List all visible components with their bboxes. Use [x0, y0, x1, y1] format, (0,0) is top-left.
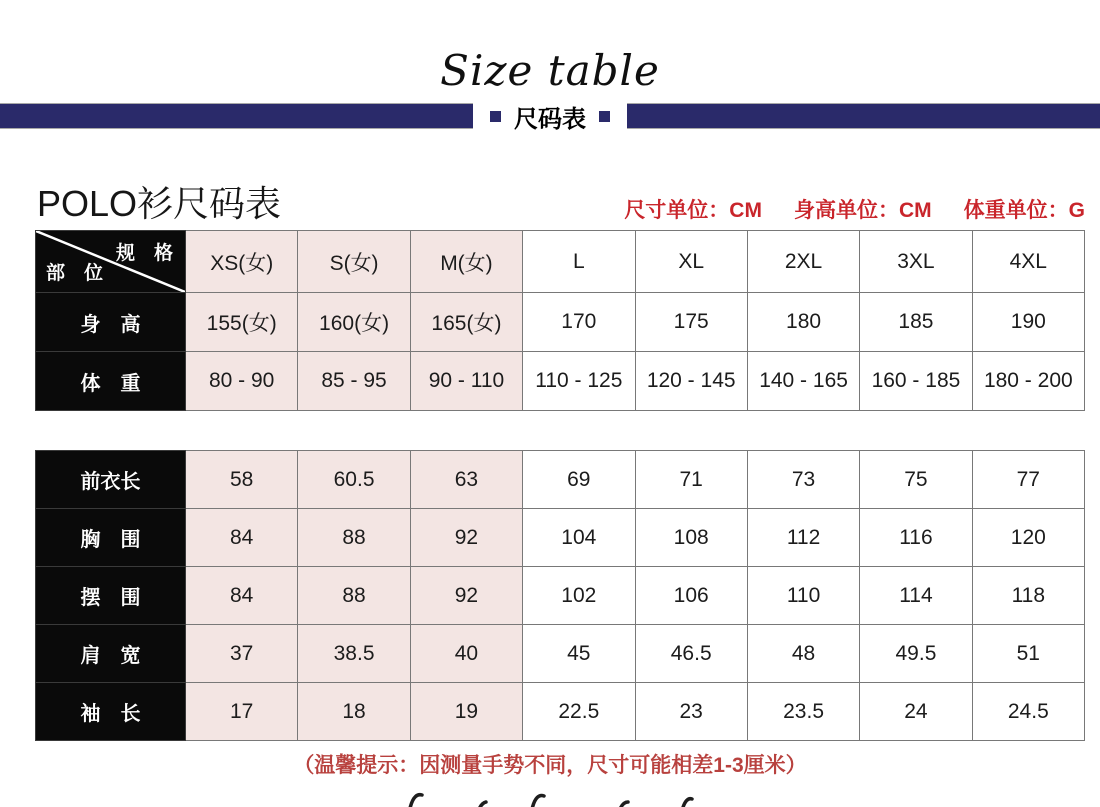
divider-center	[473, 99, 627, 134]
size-cell: 71	[635, 451, 747, 509]
table-row	[36, 451, 1085, 509]
bullet-square-icon	[490, 111, 501, 122]
size-cell: 180	[747, 293, 859, 352]
size-cell: 23.5	[747, 683, 859, 741]
size-cell: 19	[410, 683, 522, 741]
column-header: L	[523, 231, 635, 293]
size-cell: 49.5	[860, 625, 972, 683]
unit-size: 尺寸单位：CM	[624, 199, 762, 222]
size-cell: 23	[635, 683, 747, 741]
row-label: 袖 长	[36, 683, 186, 741]
size-table-detail	[35, 450, 1085, 741]
size-cell: 116	[860, 509, 972, 567]
table-row	[36, 352, 1085, 411]
table-row	[36, 683, 1085, 741]
size-table-main	[35, 230, 1085, 411]
table-row	[36, 231, 1085, 293]
size-cell: 38.5	[298, 625, 410, 683]
size-cell: 92	[410, 509, 522, 567]
column-header: XL	[635, 231, 747, 293]
size-cell: 170	[523, 293, 635, 352]
size-cell: 85 - 95	[298, 352, 410, 411]
size-cell: 73	[747, 451, 859, 509]
size-cell: 102	[523, 567, 635, 625]
size-cell: 77	[972, 451, 1084, 509]
table-row	[36, 567, 1085, 625]
size-cell: 106	[635, 567, 747, 625]
size-cell: 114	[860, 567, 972, 625]
unit-weight: 体重单位：G	[963, 199, 1085, 222]
column-header: XS(女)	[186, 231, 298, 293]
row-label: 身 高	[36, 293, 186, 352]
size-cell: 88	[298, 567, 410, 625]
unit-height: 身高单位：CM	[793, 199, 932, 222]
size-cell: 108	[635, 509, 747, 567]
corner-part-label: 部 位	[46, 263, 104, 284]
size-cell: 110 - 125	[523, 352, 635, 411]
size-cell: 46.5	[635, 625, 747, 683]
size-cell: 160 - 185	[860, 352, 972, 411]
size-cell: 40	[410, 625, 522, 683]
size-cell: 180 - 200	[972, 352, 1084, 411]
page-title: Size table	[440, 46, 660, 95]
row-label: 胸 围	[36, 509, 186, 567]
size-cell: 22.5	[523, 683, 635, 741]
size-cell: 92	[410, 567, 522, 625]
size-cell: 63	[410, 451, 522, 509]
size-cell: 48	[747, 625, 859, 683]
row-label: 前衣长	[36, 451, 186, 509]
size-cell: 175	[635, 293, 747, 352]
size-cell: 60.5	[298, 451, 410, 509]
size-cell: 118	[972, 567, 1084, 625]
bullet-square-icon	[599, 111, 610, 122]
size-cell: 18	[298, 683, 410, 741]
table-row	[36, 293, 1085, 352]
size-cell: 45	[523, 625, 635, 683]
size-cell: 51	[972, 625, 1084, 683]
size-cell: 88	[298, 509, 410, 567]
size-cell: 110	[747, 567, 859, 625]
corner-cell	[36, 231, 186, 293]
size-cell: 120 - 145	[635, 352, 747, 411]
size-cell: 17	[186, 683, 298, 741]
units-line	[624, 194, 1085, 224]
column-header: 3XL	[860, 231, 972, 293]
divider-bar-left	[0, 103, 473, 129]
size-cell: 160(女)	[298, 293, 410, 352]
row-label: 摆 围	[36, 567, 186, 625]
note-text: （温馨提示：因测量手势不同，尺寸可能相差1-3厘米）	[293, 754, 807, 777]
table-row	[36, 625, 1085, 683]
cutoff-cursive-decoration	[380, 790, 720, 807]
size-cell: 84	[186, 509, 298, 567]
size-cell: 155(女)	[186, 293, 298, 352]
section-divider	[0, 103, 1100, 133]
size-cell: 75	[860, 451, 972, 509]
table-heading: POLO衫尺码表	[37, 183, 282, 224]
row-label: 体 重	[36, 352, 186, 411]
size-cell: 80 - 90	[186, 352, 298, 411]
column-header: S(女)	[298, 231, 410, 293]
column-header: 2XL	[747, 231, 859, 293]
size-cell: 140 - 165	[747, 352, 859, 411]
size-cell: 112	[747, 509, 859, 567]
table-row	[36, 509, 1085, 567]
size-cell: 90 - 110	[410, 352, 522, 411]
divider-label: 尺码表	[514, 105, 586, 133]
column-header: M(女)	[410, 231, 522, 293]
size-cell: 58	[186, 451, 298, 509]
size-cell: 24	[860, 683, 972, 741]
row-label: 肩 宽	[36, 625, 186, 683]
size-cell: 120	[972, 509, 1084, 567]
divider-bar-right	[627, 103, 1100, 129]
size-cell: 104	[523, 509, 635, 567]
size-cell: 37	[186, 625, 298, 683]
size-cell: 190	[972, 293, 1084, 352]
size-cell: 165(女)	[410, 293, 522, 352]
corner-spec-label: 规 格	[115, 243, 173, 264]
column-header: 4XL	[972, 231, 1084, 293]
size-cell: 185	[860, 293, 972, 352]
size-cell: 24.5	[972, 683, 1084, 741]
size-cell: 84	[186, 567, 298, 625]
cursive-strokes-icon	[380, 790, 720, 807]
size-cell: 69	[523, 451, 635, 509]
